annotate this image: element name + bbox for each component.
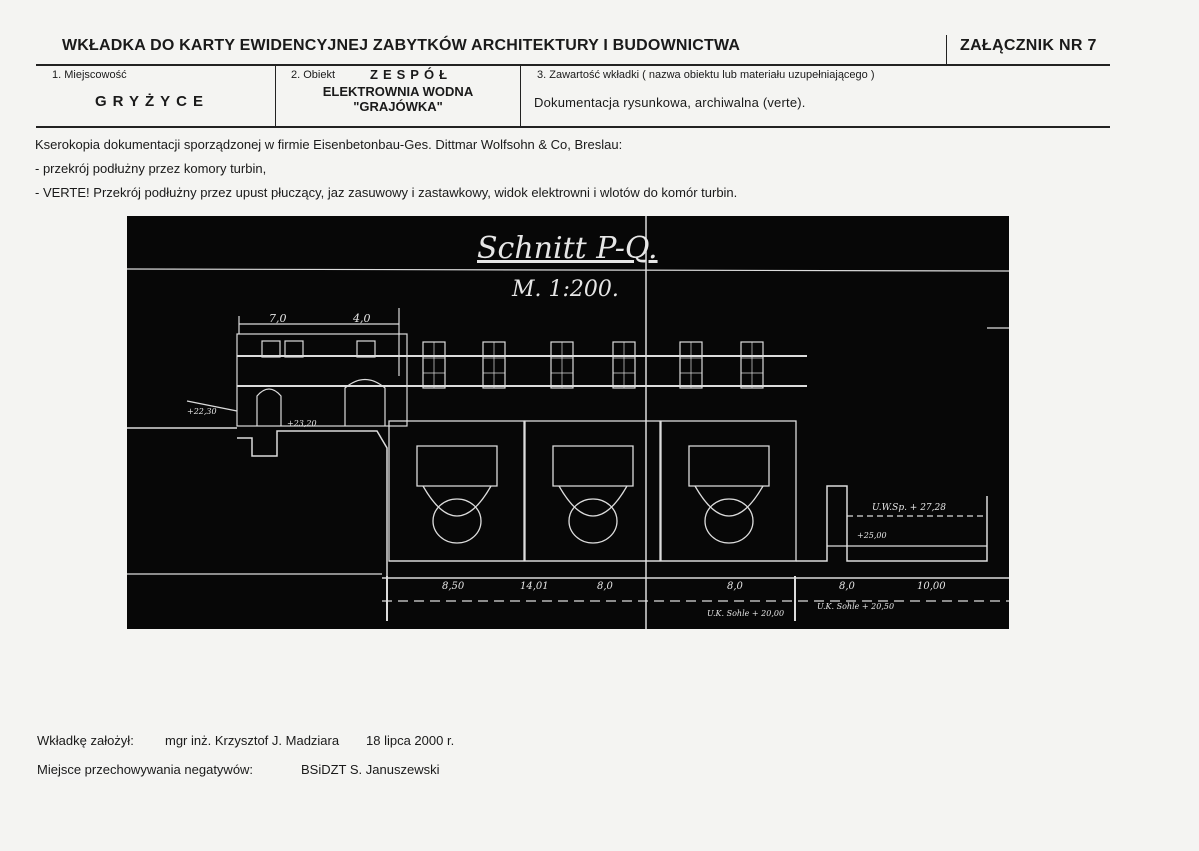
dim-14-01: 14,01	[520, 581, 549, 592]
dim-10-00: 10,00	[917, 581, 946, 592]
drawing-scale: M. 1:200.	[512, 277, 619, 302]
founder-value: mgr inż. Krzysztof J. Madziara	[165, 733, 340, 748]
dim-8-0-c: 8,0	[839, 581, 855, 592]
dim-8-0-a: 8,0	[597, 581, 613, 592]
description-line-2: - przekrój podłużny przez komory turbin,	[35, 161, 267, 176]
level-upper-water: U.W.Sp. + 27,28	[872, 503, 946, 513]
contents-label: 3. Zawartość wkładki ( nazwa obiektu lub materiału uzupełniającego )	[537, 69, 875, 81]
founder-label: Wkładkę założył:	[37, 733, 134, 748]
object-value-line1: ZESPÓŁ	[370, 67, 453, 82]
fields-rule	[36, 126, 1110, 128]
level-bottom-2: U.K. Sohle + 20,50	[817, 602, 895, 611]
location-value: GRYŻYCE	[95, 93, 209, 110]
field-divider-1	[275, 65, 276, 127]
founding-date: 18 lipca 2000 r.	[366, 733, 455, 748]
drawing-title: Schnitt P-Q.	[477, 231, 658, 266]
description-line-3: - VERTE! Przekrój podłużny przez upust płuczący, jaz zasuwowy i zastawkowy, widok elektrowni i wlotów do komór turbin.	[35, 185, 738, 200]
archival-drawing	[127, 216, 1009, 629]
dim-8-0-b: 8,0	[727, 581, 743, 592]
contents-value: Dokumentacja rysunkowa, archiwalna (verte).	[534, 95, 806, 110]
level-25: +25,00	[857, 531, 887, 540]
description-line-1: Kserokopia dokumentacji sporządzonej w firmie Eisenbetonbau-Ges. Dittmar Wolfsohn & Co, Breslau:	[35, 137, 623, 152]
object-value-line2: ELEKTROWNIA WODNA	[322, 84, 474, 99]
level-23-20: +23,20	[287, 419, 317, 428]
storage-value: BSiDZT S. Januszewski	[301, 762, 440, 777]
field-divider-2	[520, 65, 521, 127]
header-rule	[36, 64, 1110, 66]
level-22-30: +22,30	[187, 407, 217, 416]
object-label: 2. Obiekt	[291, 69, 336, 81]
location-label: 1. Miejscowość	[52, 69, 127, 81]
annex-number: ZAŁĄCZNIK NR 7	[960, 37, 1097, 54]
dim-8-50: 8,50	[442, 581, 465, 592]
document-title: WKŁADKA DO KARTY EWIDENCYJNEJ ZABYTKÓW ARCHITEKTURY I BUDOWNICTWA	[62, 37, 741, 54]
object-value-line3: "GRAJÓWKA"	[353, 99, 443, 114]
storage-label: Miejsce przechowywania negatywów:	[37, 762, 254, 777]
dim-7: 7,0	[269, 312, 287, 325]
dim-4: 4,0	[353, 312, 371, 325]
level-bottom-1: U.K. Sohle + 20,00	[707, 609, 785, 618]
header-divider	[946, 35, 947, 65]
